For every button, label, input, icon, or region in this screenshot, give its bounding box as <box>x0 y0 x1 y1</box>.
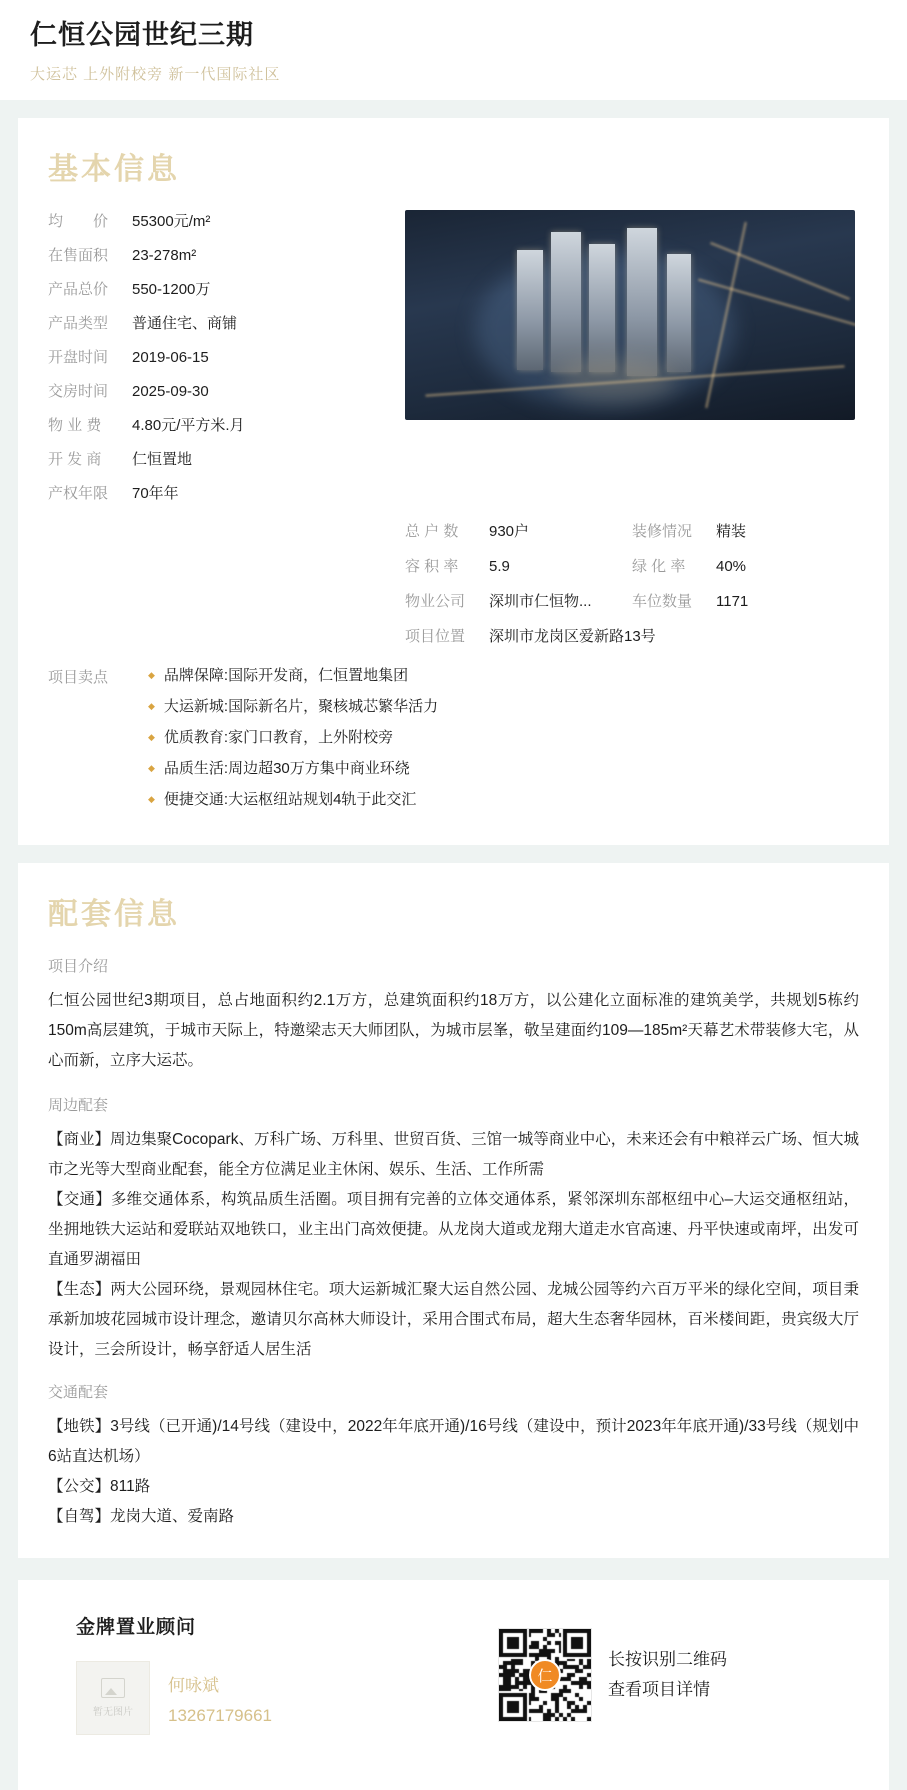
spec-label: 绿 化 率 <box>632 558 686 576</box>
spec-item-green-ratio <box>632 555 859 576</box>
diamond-bullet-icon: ◆ <box>148 701 155 712</box>
adviser-name: 何咏斌 <box>168 1675 219 1695</box>
image-placeholder-icon <box>101 1678 125 1698</box>
selling-point-item <box>148 788 438 809</box>
info-row-price <box>48 210 393 231</box>
spec-item-property-company <box>405 590 632 611</box>
info-label: 开 发 商 <box>48 451 102 469</box>
spec-value: 5.9 <box>489 558 510 576</box>
around-item-commerce: 【商业】周边集聚Cocopark、万科广场、万科里、世贸百货、三馆一城等商业中心，未来还会有中粮祥云广场、恒大城市之光等大型商业配套，能全方位满足业主休闲、娱乐、生活、工作所需 <box>48 1131 859 1179</box>
selling-point-item <box>148 664 438 685</box>
spec-value: 精装 <box>716 523 747 541</box>
traffic-item-bus: 【公交】811路 <box>48 1478 151 1496</box>
info-label: 交房时间 <box>48 383 109 401</box>
selling-point-text: 品质生活:周边超30万方集中商业环绕 <box>163 760 410 778</box>
spec-label: 车位数量 <box>632 593 693 611</box>
info-value: 2025-09-30 <box>132 383 209 401</box>
spec-label: 装修情况 <box>632 523 693 541</box>
selling-point-item <box>148 757 438 778</box>
selling-point-text: 便捷交通:大运枢纽站规划4轨于此交汇 <box>163 791 417 809</box>
info-value: 普通住宅、商铺 <box>132 315 238 333</box>
qr-block[interactable] <box>498 1628 727 1722</box>
diamond-bullet-icon: ◆ <box>148 794 155 805</box>
intro-text: 仁恒公园世纪3期项目，总占地面积约2.1万方，总建筑面积约18万方，以公建化立面标准的建筑美学，共规划5栋约150m高层建筑，于城市天际上，特邀梁志天大师团队，为城市层峯，敬呈建面约109—185m²天幕艺术带装修大宅，从心而新，立序大运芯。 <box>48 992 859 1070</box>
facilities-card <box>18 863 889 1558</box>
adviser-title: 金牌置业顾问 <box>76 1617 197 1639</box>
selling-point-text: 品牌保障:国际开发商，仁恒置地集团 <box>163 667 409 685</box>
project-hero-image <box>405 210 855 420</box>
spec-item-location <box>405 625 859 646</box>
basic-info-card <box>18 118 889 845</box>
info-label: 物 业 费 <box>48 417 102 435</box>
spec-value: 1171 <box>716 593 749 611</box>
info-row-delivery-date <box>48 380 393 401</box>
spec-label: 总 户 数 <box>405 523 459 541</box>
info-label: 产权年限 <box>48 485 109 503</box>
facilities-title: 配套信息 <box>48 898 180 932</box>
info-label: 产品总价 <box>48 281 109 299</box>
diamond-bullet-icon: ◆ <box>148 732 155 743</box>
spec-item-plot-ratio <box>405 555 632 576</box>
selling-points-section <box>48 664 859 819</box>
info-row-property-fee <box>48 414 393 435</box>
info-value: 2019-06-15 <box>132 349 209 367</box>
info-value: 23-278m² <box>132 247 197 265</box>
info-row-total-price <box>48 278 393 299</box>
qr-code[interactable] <box>498 1628 592 1722</box>
spec-label: 物业公司 <box>405 593 466 611</box>
intro-label: 项目介绍 <box>48 958 109 976</box>
qr-text-line2: 查看项目详情 <box>608 1680 710 1700</box>
around-item-transport: 【交通】多维交通体系，构筑品质生活圈。项目拥有完善的立体交通体系，紧邻深圳东部枢纽中心–大运交通枢纽站，坐拥地铁大运站和爱联站双地铁口，业主出门高效便捷。从龙岗大道或龙翔大道走水官高速、丹平快速或南坪，出发可直通罗湖福田 <box>48 1191 859 1269</box>
info-value: 4.80元/平方米.月 <box>132 417 245 435</box>
qr-text-line1: 长按识别二维码 <box>608 1650 727 1670</box>
avatar-placeholder-text: 暂无图片 <box>93 1707 133 1719</box>
page-header <box>0 0 907 100</box>
footer-section <box>18 1580 889 1790</box>
adviser-phone[interactable]: 13267179661 <box>168 1705 273 1725</box>
selling-points-label: 项目卖点 <box>48 669 109 687</box>
selling-point-item <box>148 726 438 747</box>
adviser-block <box>48 1600 418 1735</box>
traffic-item-metro: 【地铁】3号线（已开通)/14号线（建设中，2022年年底开通)/16号线（建设中，预计2023年年底开通)/33号线（规划中6站直达机场） <box>48 1418 859 1466</box>
spec-grid <box>405 520 859 660</box>
info-label: 开盘时间 <box>48 349 109 367</box>
info-row-open-date <box>48 346 393 367</box>
around-label: 周边配套 <box>48 1097 109 1115</box>
info-label: 在售面积 <box>48 247 109 265</box>
basic-info-left-column <box>48 210 393 516</box>
spec-item-households <box>405 520 632 541</box>
info-value: 70年年 <box>132 485 179 503</box>
traffic-item-driving: 【自驾】龙岗大道、爱南路 <box>48 1508 235 1526</box>
spec-label: 容 积 率 <box>405 558 459 576</box>
selling-point-text: 优质教育:家门口教育，上外附校旁 <box>163 729 394 747</box>
around-item-ecology: 【生态】两大公园环绕，景观园林住宅。项大运新城汇聚大运自然公园、龙城公园等约六百万平米的绿化空间，项目秉承新加坡花园城市设计理念，邀请贝尔高林大师设计，采用合围式布局，超大生态奢华园林，百米楼间距，贵宾级大厅设计，三会所设计，畅享舒适人居生活 <box>48 1281 859 1359</box>
spec-value: 930户 <box>489 523 530 541</box>
page-subtitle: 大运芯 上外附校旁 新一代国际社区 <box>30 66 281 84</box>
avatar <box>76 1661 150 1735</box>
spec-label: 项目位置 <box>405 628 466 646</box>
traffic-label: 交通配套 <box>48 1384 109 1402</box>
info-row-ownership-years <box>48 482 393 503</box>
info-row-area <box>48 244 393 265</box>
info-row-developer <box>48 448 393 469</box>
info-row-product-type <box>48 312 393 333</box>
spec-value: 深圳市龙岗区爱新路13号 <box>489 628 656 646</box>
diamond-bullet-icon: ◆ <box>148 763 155 774</box>
basic-info-title: 基本信息 <box>48 153 180 187</box>
spec-item-parking <box>632 590 859 611</box>
info-label: 均 价 <box>48 213 109 231</box>
page-title: 仁恒公园世纪三期 <box>30 20 254 50</box>
info-value: 550-1200万 <box>132 281 211 299</box>
spec-item-decoration <box>632 520 859 541</box>
info-value: 55300元/m² <box>132 213 211 231</box>
info-label: 产品类型 <box>48 315 109 333</box>
qr-logo-icon: 仁 <box>529 1659 561 1691</box>
spec-value: 40% <box>716 558 747 576</box>
diamond-bullet-icon: ◆ <box>148 670 155 681</box>
spec-value: 深圳市仁恒物... <box>489 593 592 611</box>
info-value: 仁恒置地 <box>132 451 193 469</box>
selling-point-text: 大运新城:国际新名片，聚核城芯繁华活力 <box>163 698 439 716</box>
selling-point-item <box>148 695 438 716</box>
